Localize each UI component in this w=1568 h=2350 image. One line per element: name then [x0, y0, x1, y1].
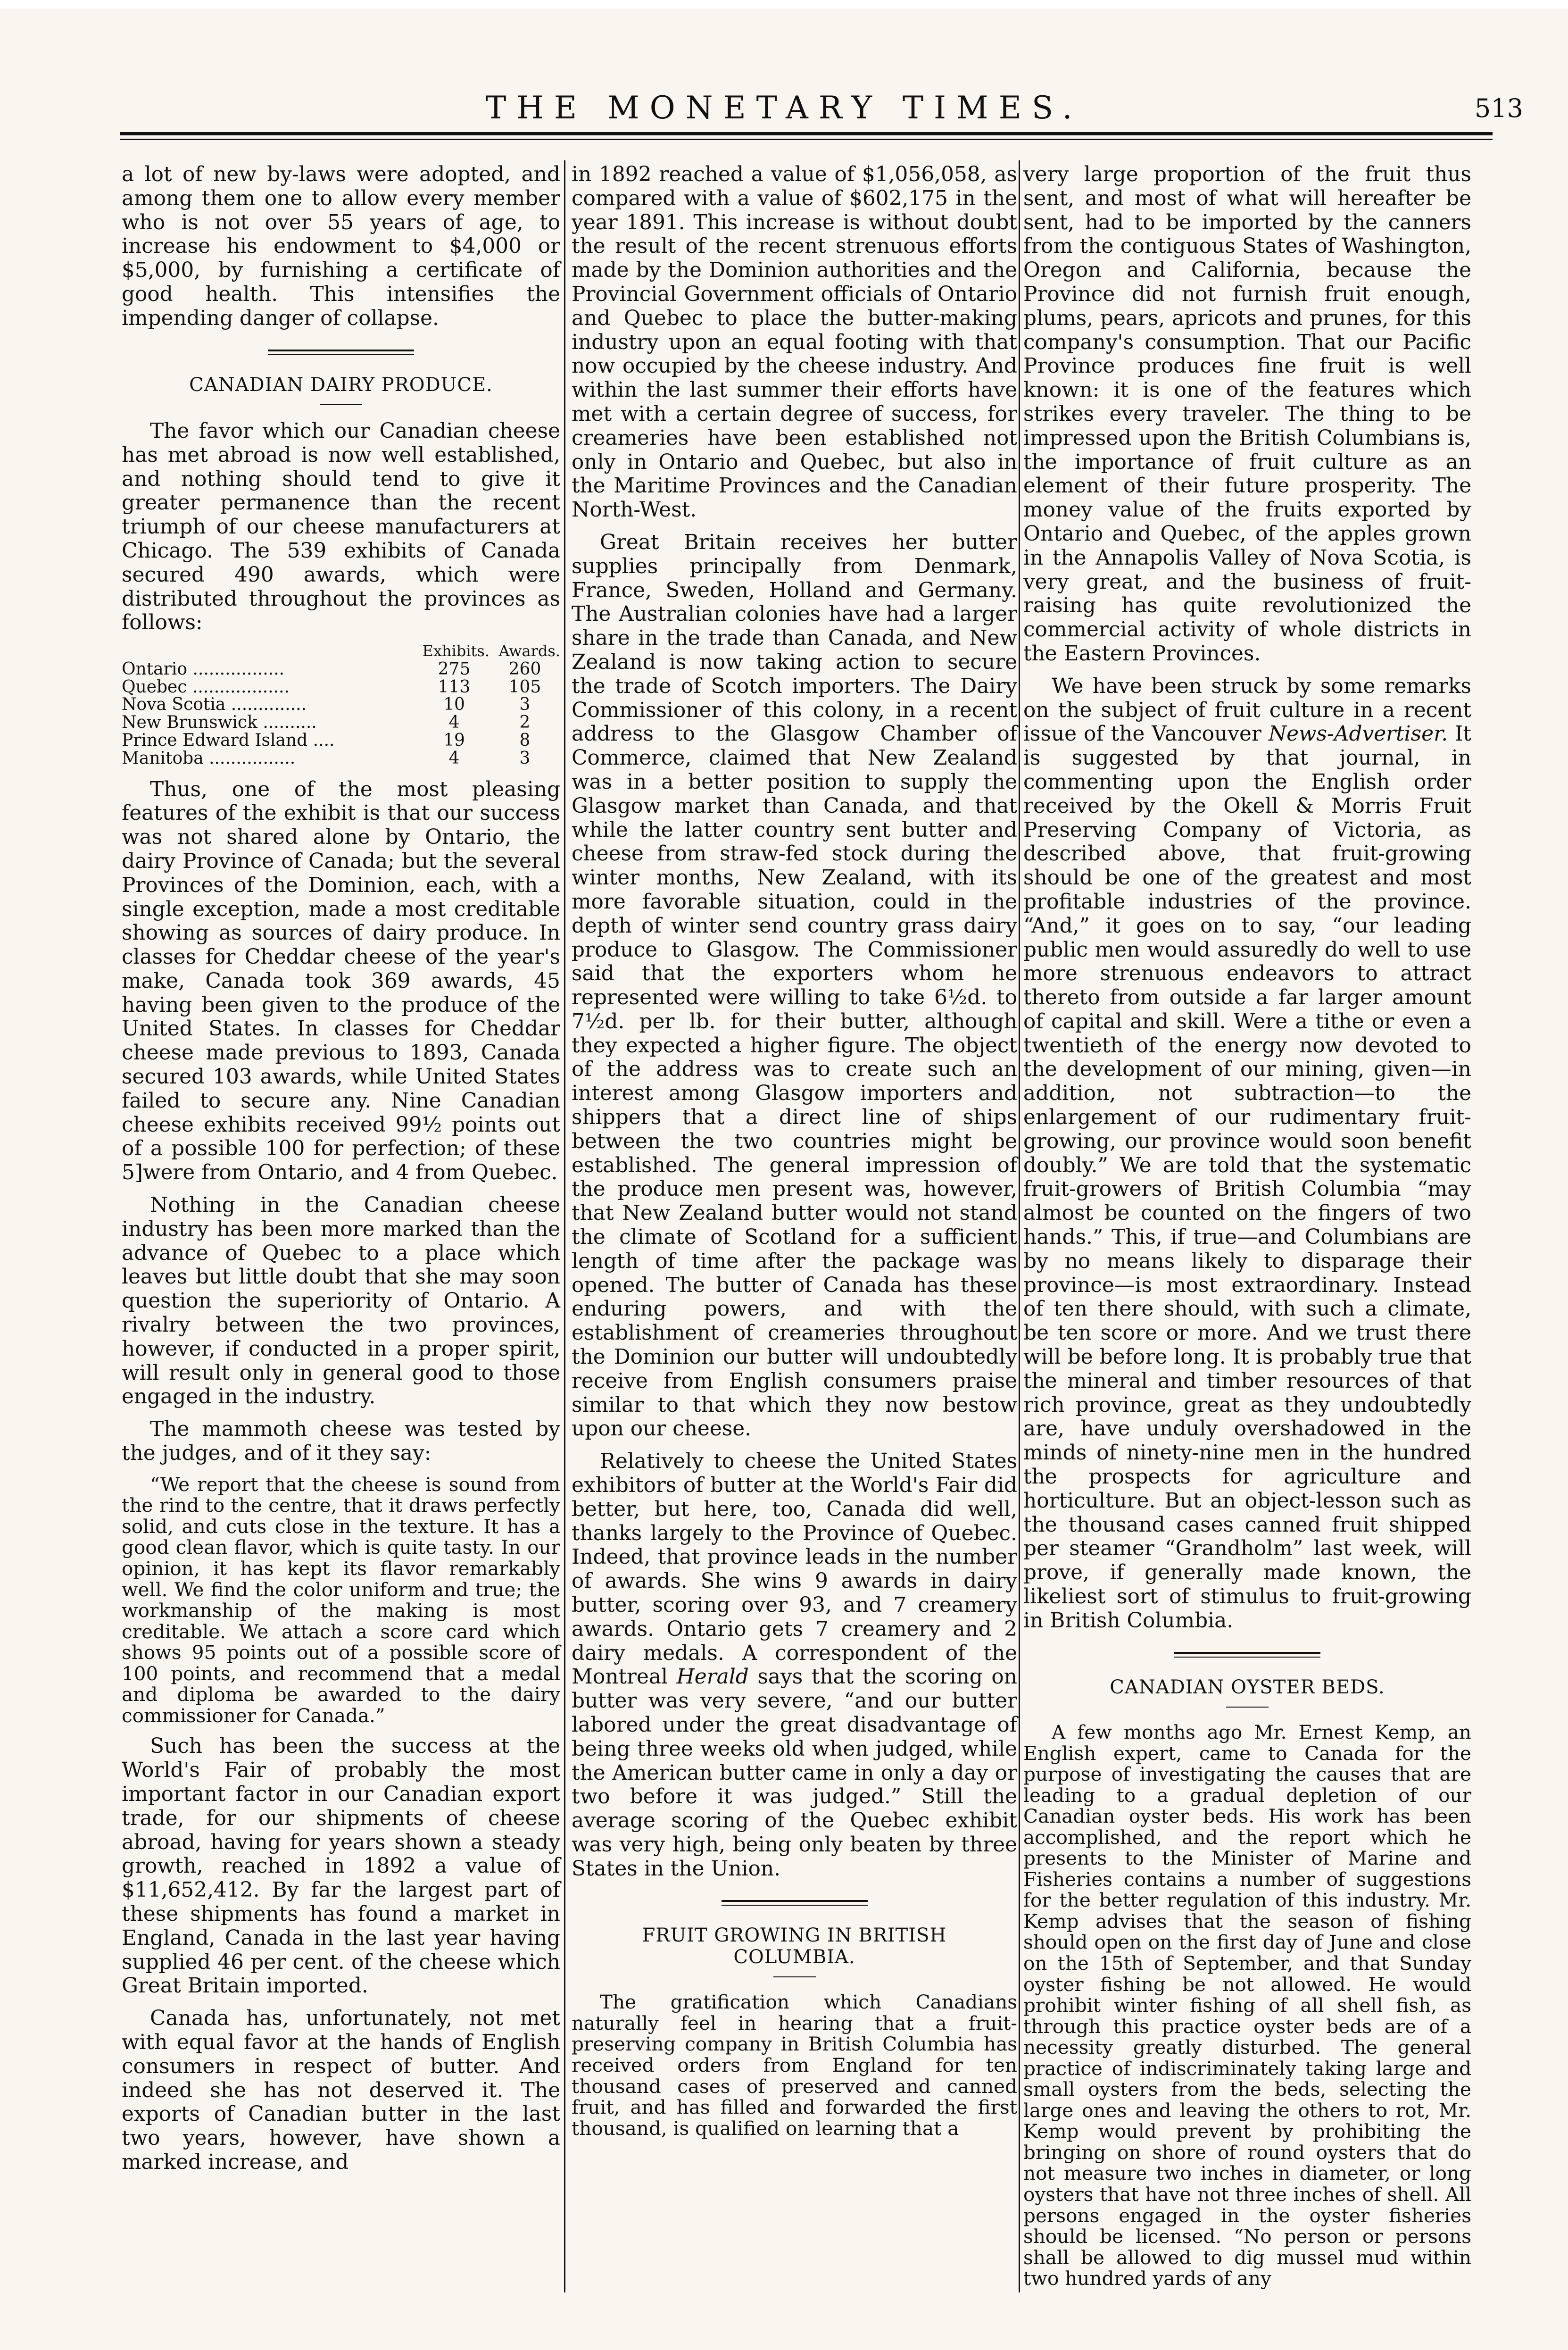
table-row — [122, 732, 560, 750]
text-run: says that the scoring on butter was very severe, “and our butter labored under the great disadvantage of being three weeks old when judged, while the American butter came in only a day or two before it was judged.” Still the average scoring of the Quebec exhibit was very high, being only beaten by three States in the Union. — [572, 1665, 1017, 1881]
province-cell: Quebec .................. — [122, 677, 290, 697]
article-paragraph: The mammoth cheese was tested by the judges, and of it they say: — [122, 1417, 560, 1466]
exhibits-cell: 275 — [438, 659, 471, 679]
text-run: Relatively to cheese the United States exhibitors of butter at the World's Fair did better, but here, too, Canada did well, thanks largely to the Province of Quebec. Indeed, that province leads in the number of awards. She wins 9 awards in dairy butter, scoring over 93, and 7 creamery awards. Ontario gets 7 creamery and 2 dairy medals. A correspondent of the Montreal — [572, 1449, 1017, 1689]
masthead-title: THE MONETARY TIMES. — [485, 90, 1083, 126]
awards-cell: 260 — [508, 659, 541, 679]
province-cell: Manitoba ................ — [122, 748, 296, 768]
column-1 — [122, 163, 560, 2183]
column-header: Exhibits. — [422, 642, 489, 660]
exhibits-cell: 19 — [443, 730, 465, 750]
article-paragraph: Canada has, unfortunately, not met with equal favor at the hands of English consumers in respect of butter. And indeed she has not deserved it. The exports of Canadian butter in the last two years, however, have shown a marked increase, and — [122, 2006, 560, 2174]
awards-cell: 3 — [519, 695, 531, 715]
article-paragraph: in 1892 reached a value of $1,056,058, as compared with a value of $602,175 in the year 1891. This increase is without doubt the result of the recent strenuous efforts made by the Dominion authorities and the Provincial Government officials of Ontario and Quebec to place the butter-making industry upon an equal footing with that now occupied by the cheese industry. And within the last summer their efforts have met with a certain degree of success, for creameries have been established not only in Ontario and Quebec, but also in the Maritime Provinces and the Canadian North-West. — [572, 162, 1017, 522]
table-row — [122, 714, 560, 732]
column-2 — [572, 163, 1017, 2147]
article-paragraph: a lot of new by-laws were adopted, and among them one to allow every member who is not over 55 years of age, to increase his endowment to $4,000 or $5,000, by furnishing a certificate of good health. This intensifies the impending danger of collapse. — [122, 162, 560, 330]
text-run: It is suggested by that journal, in commenting upon the English order received by the Okell & Morris Fruit Preserving Company of Victoria, as described above, that fruit-growing should be one of the greatest and most profitable industries of the province. “And,” it goes on to say, “our leading public men would assuredly do well to use more strenuous endeavors to attract thereto from outside a far larger amount of capital and skill. Were a tithe or even a twentieth of the energy now devoted to the development of our mining, given—in addition, not subtraction—to the enlargement of our rudimentary fruit-growing, our province would soon benefit doubly.” We are told that the systematic fruit-growers of British Columbia “may almost be counted on the fingers of two hands.” This, if true—and Columbians are by no means likely to disparage their province—is most extraordinary. Instead of ten there should, with such a climate, be ten score or more. And we trust there will be before long. It is probably true that the mineral and timber resources of that rich province, great as they undoubtedly are, have unduly overshadowed in the minds of ninety-nine men in the hundred the prospects for agriculture and horticulture. But an object-lesson such as the thousand cases canned fruit shipped per steamer “Grandholm” last week, will prove, if generally made known, the likeliest sort of stimulus to fruit-growing in British Columbia. — [1023, 722, 1471, 1633]
awards-table — [122, 643, 560, 767]
awards-cell: 2 — [519, 713, 531, 733]
newspaper-name: Herald — [676, 1665, 749, 1689]
column-divider — [564, 160, 565, 2292]
top-edge — [0, 0, 1568, 8]
heading-rule — [320, 404, 362, 405]
heading-rule — [773, 1976, 816, 1977]
table-row — [122, 696, 560, 714]
text-run: We have been struck by some remarks on the subject of fruit culture in a recent issue of the Vancouver — [1023, 674, 1471, 746]
awards-cell: 105 — [508, 677, 541, 697]
article-paragraph: A few months ago Mr. Ernest Kemp, an English expert, came to Canada for the purpose of investigating the causes that are leading to a gradual depletion of our Canadian oyster beds. His work has been accomplished, and the report which he presents to the Minister of Marine and Fisheries contains a number of suggestions for the better regulation of this industry. Mr. Kemp advises that the season of fishing should open on the first day of June and close on the 15th of September, and that Sunday oyster fishing be not allowed. He would prohibit winter fishing of all shell fish, as through this practice oyster beds are of a necessity greatly disturbed. The general practice of indiscriminately taking large and small oysters from the beds, selecting the large ones and leaving the others to rot, Mr. Kemp would prevent by prohibiting the bringing on shore of round oysters that do not measure two inches in diameter, or long oysters that have not three inches of shell. All persons engaged in the oyster fisheries should be licensed. “No person or persons shall be allowed to dig mussel mud within two hundred yards of any — [1023, 1721, 1471, 2290]
section-divider — [268, 354, 414, 355]
exhibits-cell: 113 — [438, 677, 471, 697]
section-divider — [1174, 1652, 1320, 1654]
article-paragraph: The favor which our Canadian cheese has met abroad is now well established, and nothing should tend to give it greater permanence than the recent triumph of our cheese manufacturers at Chicago. The 539 exhibits of Canada secured 490 awards, which were distributed throughout the provinces as follows: — [122, 418, 560, 635]
section-heading: FRUIT GROWING IN BRITISH COLUMBIA. — [642, 1924, 947, 1968]
section-heading: CANADIAN OYSTER BEDS. — [1110, 1676, 1385, 1698]
table-row — [122, 660, 560, 678]
article-paragraph: Thus, one of the most pleasing features of the exhibit is that our success was not shared alone by Ontario, the dairy Province of Canada; but the several Provinces of the Dominion, each, with a single exception, made a most creditable showing as sources of dairy produce. In classes for Cheddar cheese of the year's make, Canada took 369 awards, 45 having been given to the produce of the United States. In classes for Cheddar cheese made previous to 1893, Canada secured 103 awards, while United States failed to secure any. Nine Canadian cheese exhibits received 99½ points out of a possible 100 for perfection; of these 5]were from Ontario, and 4 from Quebec. — [122, 777, 560, 1185]
exhibits-cell: 4 — [448, 713, 460, 733]
awards-cell: 3 — [519, 748, 531, 768]
judges-quote: “We report that the cheese is sound from the rind to the centre, that it draws perfectly solid, and cuts close in the texture. It has a good clean flavor, which is quite tasty. In our opinion, it has kept its flavor remarkably well. We find the color uniform and true; the workmanship of the making is most creditable. We attach a score card which shows 95 points out of a possible score of 100 points, and recommend that a medal and diploma be awarded to the dairy commissioner for Canada.” — [122, 1473, 560, 1727]
column-divider — [1019, 160, 1020, 2292]
page-number: 513 — [1474, 93, 1523, 123]
section-heading: CANADIAN DAIRY PRODUCE. — [189, 374, 493, 396]
table-row — [122, 750, 560, 767]
header-rule-thin — [120, 139, 1493, 140]
article-paragraph: Nothing in the Canadian cheese industry has been more marked than the advance of Quebec to a place which leaves but little doubt that she may soon question the superiority of Ontario. A rivalry between the two provinces, however, if conducted in a proper spirit, will result only in general good to those engaged in the industry. — [122, 1193, 560, 1409]
section-divider — [722, 1900, 868, 1902]
awards-cell: 8 — [519, 730, 531, 750]
province-cell: New Brunswick .......... — [122, 713, 317, 733]
article-paragraph: The gratification which Canadians naturally feel in hearing that a fruit-preserving company in British Columbia has received orders from England for ten thousand cases of preserved and canned fruit, and has filled and forwarded the first thousand, is qualified on learning that a — [572, 1991, 1017, 2140]
heading-rule — [1226, 1707, 1269, 1708]
section-divider — [722, 1905, 868, 1906]
header-rule-thick — [120, 132, 1493, 135]
article-paragraph — [572, 1450, 1017, 1881]
column-header: Awards. — [498, 642, 560, 660]
section-divider — [1174, 1657, 1320, 1658]
province-cell: Ontario ................. — [122, 659, 285, 679]
newspaper-name: News-Advertiser. — [1268, 722, 1448, 746]
table-header-row — [122, 643, 560, 660]
column-3 — [1023, 163, 1471, 2298]
province-cell: Nova Scotia .............. — [122, 695, 307, 715]
exhibits-cell: 10 — [443, 695, 465, 715]
exhibits-cell: 4 — [448, 748, 460, 768]
section-divider — [268, 350, 414, 351]
province-cell: Prince Edward Island .... — [122, 730, 335, 750]
article-paragraph: Such has been the success at the World's Fair of probably the most important factor in our Canadian export trade, for our shipments of cheese abroad, having for years shown a steady growth, reached in 1892 a value of $11,652,412. By far the largest part of these shipments has found a market in England, Canada in the last year having supplied 46 per cent. of the cheese which Great Britain imported. — [122, 1734, 560, 1998]
article-paragraph: Great Britain receives her butter supplies principally from Denmark, France, Sweden, Holland and Germany. The Australian colonies have had a larger share in the trade than Canada, and New Zealand is now taking action to secure the trade of Scotch importers. The Dairy Commissioner of this colony, in a recent address to the Glasgow Chamber of Commerce, claimed that New Zealand was in a better position to supply the Glasgow market than Canada, and that while the latter country sent butter and cheese from straw-fed stock during the winter months, New Zealand, with its more favorable situation, could in the depth of winter send country grass dairy produce to Glasgow. The Commissioner said that the exporters whom he represented were willing to take 6½d. to 7½d. per lb. for their butter, although they expected a higher figure. The object of the address was to create such an interest among Glasgow importers and shippers that a direct line of ships between the two countries might be established. The general impression of the produce men present was, however, that New Zealand butter would not stand the climate of Scotland for a sufficient length of time after the package was opened. The butter of Canada has these enduring powers, and with the establishment of creameries throughout the Dominion our butter will undoubtedly receive from English consumers praise similar to that which they now bestow upon our cheese. — [572, 530, 1017, 1441]
table-row — [122, 678, 560, 696]
article-paragraph: very large proportion of the fruit thus sent, and most of what will hereafter be sent, had to be imported by the canners from the contiguous States of Washington, Oregon and California, because the Province did not furnish fruit enough, plums, pears, apricots and prunes, for this company's consumption. That our Pacific Province produces fine fruit is well known: it is one of the features which strikes every traveler. The thing to be impressed upon the British Columbians is, the importance of fruit culture as an element of their future prosperity. The money value of the fruits exported by Ontario and Quebec, of the apples grown in the Annapolis Valley of Nova Scotia, is very great, and the business of fruit-raising has quite revolutionized the commercial activity of whole districts in the Eastern Provinces. — [1023, 162, 1471, 666]
article-paragraph — [1023, 675, 1471, 1633]
